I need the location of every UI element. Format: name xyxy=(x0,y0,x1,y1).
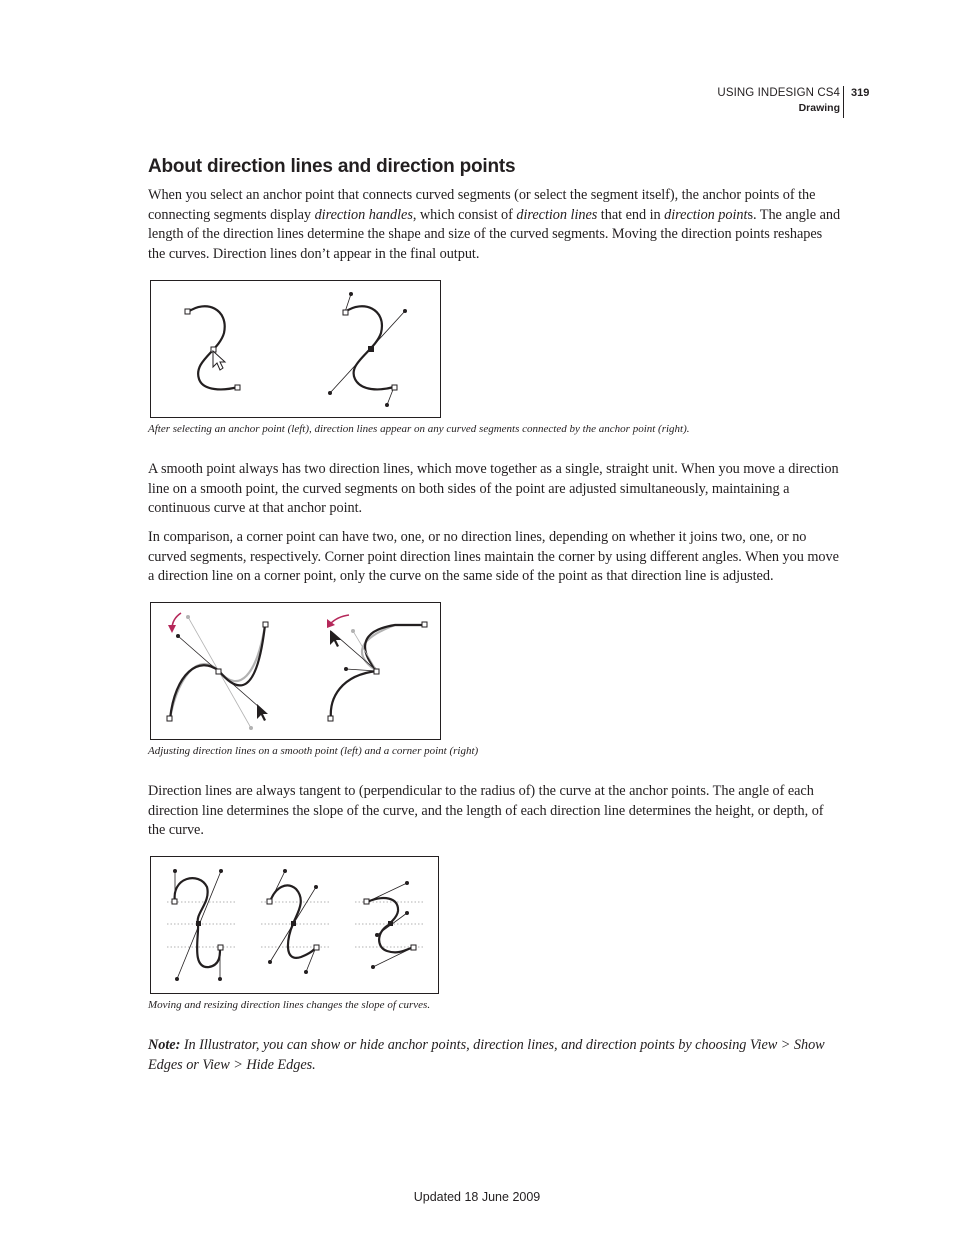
figure-3-caption: Moving and resizing direction lines changes the slope of curves. xyxy=(148,999,431,1011)
page-number: 319 xyxy=(851,87,870,99)
header-section: Drawing xyxy=(798,102,840,114)
intro-paragraph xyxy=(148,186,842,264)
running-header xyxy=(700,86,875,120)
note-label: Note: xyxy=(148,1037,181,1053)
page-title: About direction lines and direction points xyxy=(148,156,516,177)
figure-smooth-vs-corner xyxy=(150,602,441,740)
figure-2-caption: Adjusting direction lines on a smooth point (left) and a corner point (right) xyxy=(148,745,479,757)
header-title: USING INDESIGN CS4 xyxy=(717,87,840,99)
term-direction-lines: direction lines xyxy=(516,206,598,223)
figure-anchor-selection xyxy=(150,280,441,418)
term-direction-points: direction point xyxy=(664,206,748,223)
note-text: In Illustrator, you can show or hide anchor points, direction lines, and direction points by choosing View > Show Edges or View > Hide Edges. xyxy=(148,1037,825,1073)
corner-point-paragraph: In comparison, a corner point can have two, one, or no direction lines, depending on whether it joins two, one, or no curved segments, respectively. Corner point direction lines maintain the corner by using different angles. When you move a direction line on a corner point, only the curve on the same side of the point as that direction line is adjusted. xyxy=(148,529,839,585)
para1-text-3: that end in xyxy=(597,206,665,223)
header-divider xyxy=(843,86,844,118)
footer-updated-date: Updated 18 June 2009 xyxy=(413,1190,541,1204)
tangent-paragraph: Direction lines are always tangent to (perpendicular to the radius of) the curve at the anchor points. The angle of each direction line determines the slope of the curve, and the length of each direction line determines the height, or depth, of the curve. xyxy=(148,783,824,839)
para1-text-1: When you select an anchor point that connects curved segments (or select the segment itself), the anchor points of the connecting segments display xyxy=(148,187,816,223)
para1-text-2: , which consist of xyxy=(412,206,517,223)
term-direction-handles: direction handles xyxy=(314,206,413,223)
figure-1-caption: After selecting an anchor point (left), direction lines appear on any curved segments connected by the anchor point (right). xyxy=(148,423,690,435)
figure-3-illustration xyxy=(151,857,438,993)
note-paragraph xyxy=(148,1036,842,1075)
smooth-point-paragraph: A smooth point always has two direction lines, which move together as a single, straight unit. When you move a direction line on a smooth point, the curved segments on both sides of the point are adjusted simultaneously, maintaining a continuous curve at that anchor point. xyxy=(148,461,839,517)
figure-slope-curves xyxy=(150,856,439,994)
para1-text-4: s. The angle and length of the direction lines determine the shape and size of the curved segments. Moving the direction points reshapes the curves. Direction lines don’t appear in the final output. xyxy=(148,206,841,262)
header-labels xyxy=(717,86,840,116)
figure-1-illustration xyxy=(151,281,440,417)
figure-2-illustration xyxy=(151,603,440,739)
